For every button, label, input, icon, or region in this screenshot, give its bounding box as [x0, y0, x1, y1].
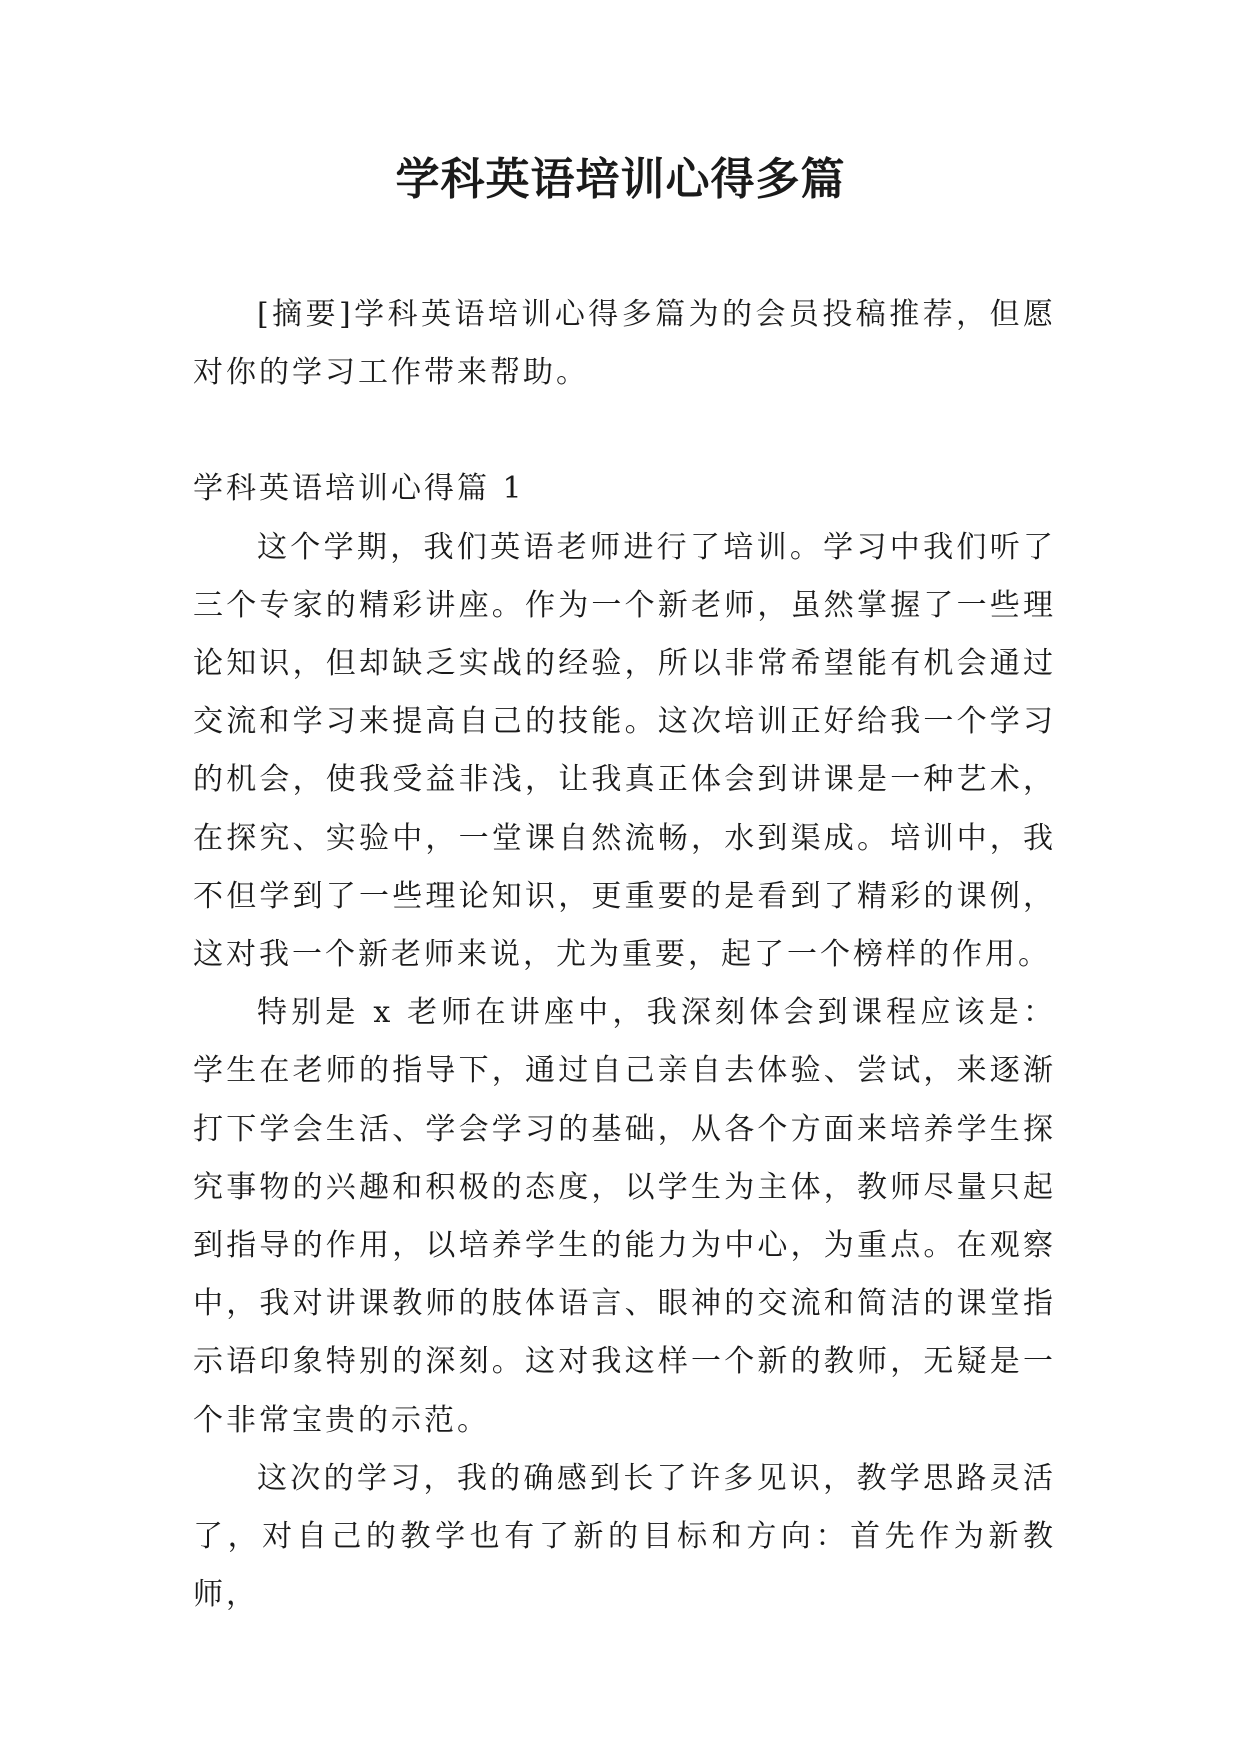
section-heading: 学科英语培训心得篇 1: [193, 471, 525, 507]
body-paragraph: 这次的学习，我的确感到长了许多见识，教学思路灵活了，对自己的教学也有了新的目标和方向：首先作为新教师，: [193, 1460, 1056, 1613]
document-body: [193, 286, 1056, 1624]
body-paragraph: 这个学期，我们英语老师进行了培训。学习中我们听了三个专家的精彩讲座。作为一个新老师，虽然掌握了一些理论知识，但却缺乏实战的经验，所以非常希望能有机会通过交流和学习来提高自己的技能。这次培训正好给我一个学习的机会，使我受益非浅，让我真正体会到讲课是一种艺术，在探究、实验中，一堂课自然流畅，水到渠成。培训中，我不但学到了一些理论知识，更重要的是看到了精彩的课例，这对我一个新老师来说，尤为重要，起了一个榜样的作用。: [193, 529, 1056, 973]
abstract-paragraph: [摘要]学科英语培训心得多篇为的会员投稿推荐，但愿对你的学习工作带来帮助。: [193, 297, 1056, 391]
body-paragraph: 特别是 x 老师在讲座中，我深刻体会到课程应该是：学生在老师的指导下，通过自己亲自去体验、尝试，来逐渐打下学会生活、学会学习的基础，从各个方面来培养学生探究事物的兴趣和积极的态度，以学生为主体，教师尽量只起到指导的作用，以培养学生的能力为中心，为重点。在观察中，我对讲课教师的肢体语言、眼神的交流和简洁的课堂指示语印象特别的深刻。这对我这样一个新的教师，无疑是一个非常宝贵的示范。: [193, 995, 1056, 1438]
document-title: 学科英语培训心得多篇: [395, 154, 846, 205]
